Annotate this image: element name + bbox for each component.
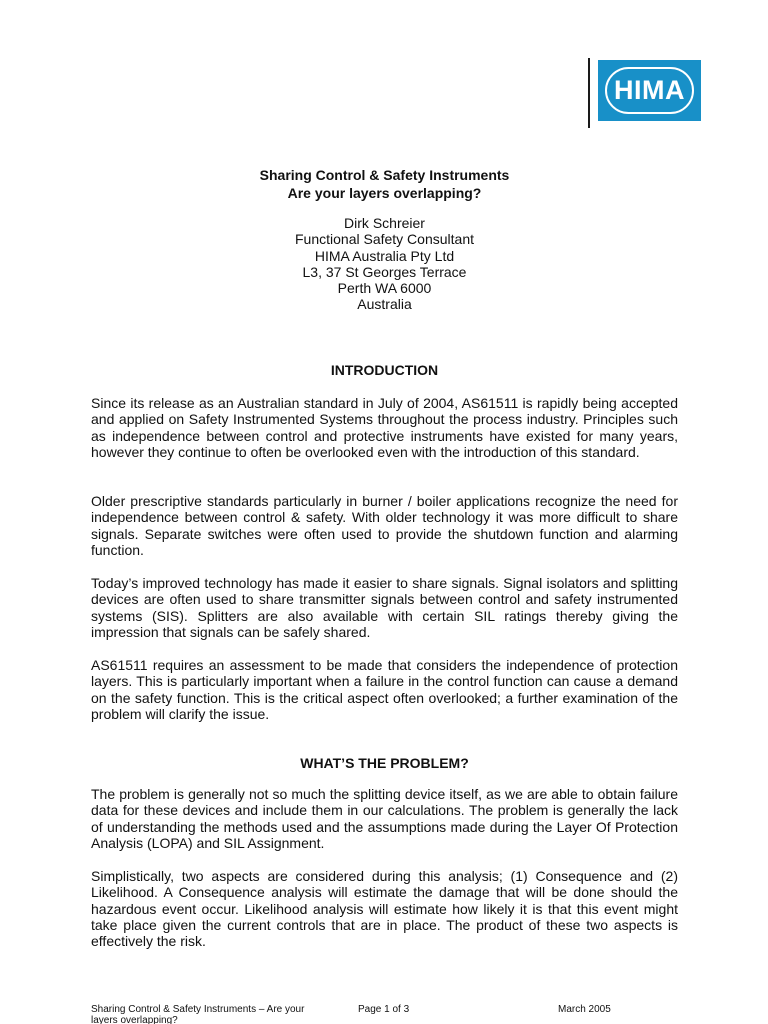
intro-paragraph-2: Older prescriptive standards particularly in burner / boiler applications recognize the need for independence between control & safety. With older technology it was more difficult to share signals. Separate switches were often used to provide the shutdown function and alarming function. [91,493,678,558]
problem-paragraph-1: The problem is generally not so much the splitting device itself, as we are able to obtain failure data for these devices and include them in our calculations. The problem is generally the lack of understanding the methods used and the assumptions made during the Layer Of Protection Analysis (LOPA) and SIL Assignment. [91,786,678,851]
author-country: Australia [357,296,412,313]
footer-document-title: Sharing Control & Safety Instruments – Are your layers overlapping? [91,1004,305,1024]
footer-date: March 2005 [558,1004,611,1015]
intro-paragraph-3: Today’s improved technology has made it easier to share signals. Signal isolators and splitting devices are often used to share transmitter signals between control and safety instrumented systems (SIS). Splitters are also available with certain SIL ratings thereby giving the impression that signals can be safely shared. [91,575,678,640]
author-block [91,215,678,313]
problem-heading: WHAT’S THE PROBLEM? [300,755,469,771]
intro-paragraph-1: Since its release as an Australian standard in July of 2004, AS61511 is rapidly being accepted and applied on Safety Instrumented Systems throughout the process industry. Principles such as independence between control and protective instruments have existed for many years, however they continue to often be overlooked even with the introduction of this standard. [91,395,678,460]
footer-page-number: Page 1 of 3 [358,1004,410,1015]
author-address-line-2: Perth WA 6000 [337,280,432,297]
author-name: Dirk Schreier [344,215,425,231]
problem-paragraph-2: Simplistically, two aspects are considered during this analysis; (1) Consequence and (2) Likelihood. A Consequence analysis will estimate the damage that will be done should the hazardous event occur. Likelihood analysis will estimate how likely it is that this event might take place given the current controls that are in place. The product of these two aspects is effectively the risk. [91,868,678,950]
hima-logo-text: HIMA [605,67,694,114]
introduction-heading: INTRODUCTION [330,362,439,378]
title-line-1: Sharing Control & Safety Instruments [259,167,510,183]
document-title [91,166,678,202]
hima-logo [598,60,701,121]
author-company: HIMA Australia Pty Ltd [314,247,455,264]
title-line-2: Are your layers overlapping? [287,185,482,201]
author-role: Functional Safety Consultant [295,231,474,248]
logo-divider [588,58,590,128]
intro-paragraph-4: AS61511 requires an assessment to be made that considers the independence of protection layers. This is particularly important when a failure in the control function can cause a demand on the safety function. This is the critical aspect often overlooked; a further examination of the problem will clarify the issue. [91,657,678,722]
author-address-line-1: L3, 37 St Georges Terrace [302,263,467,280]
